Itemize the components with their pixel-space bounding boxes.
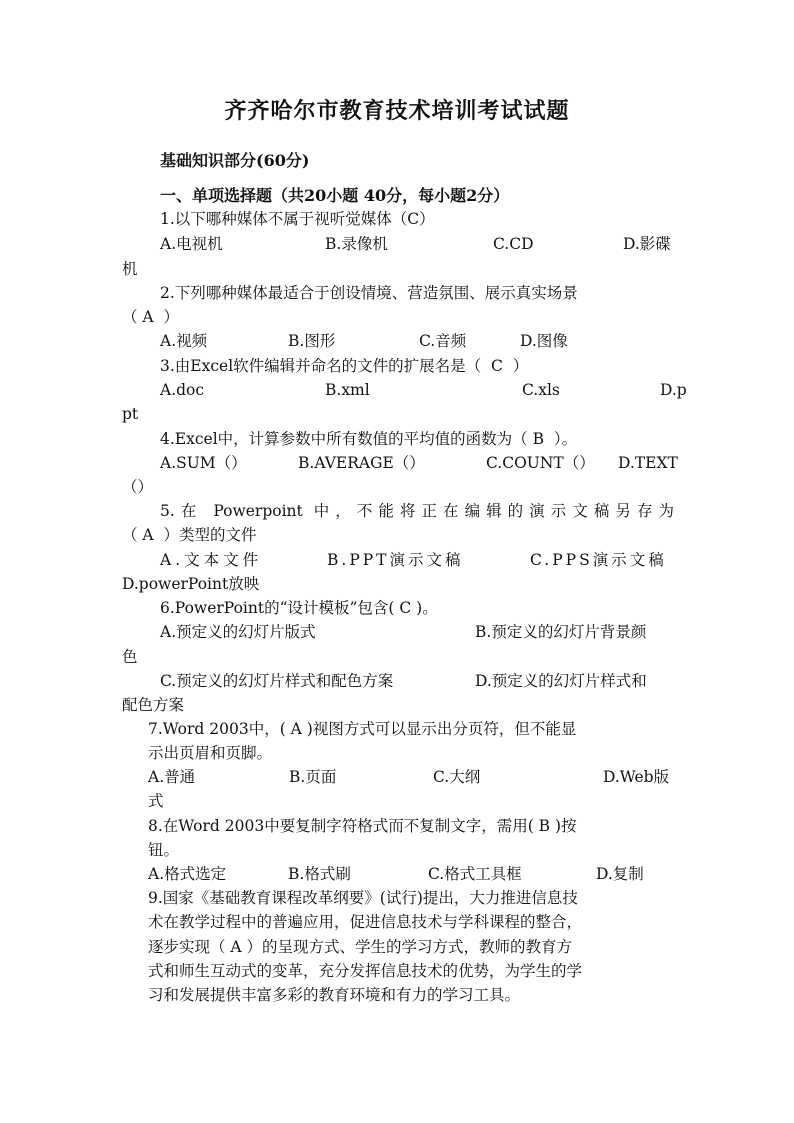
q1-option-c: C.CD [493, 235, 534, 253]
question-9-line-5: 习和发展提供丰富多彩的教育环境和有力的学习工具。 [148, 986, 521, 1004]
question-3-stem: 3.由Excel软件编辑并命名的文件的扩展名是（ C ） [160, 357, 529, 375]
q7-option-a: A.普通 [148, 768, 196, 786]
q5-option-wrap: D.powerPoint放映 [122, 575, 260, 593]
q6-option-d: D.预定义的幻灯片样式和 [475, 672, 647, 690]
q6-option-b: B.预定义的幻灯片背景颜 [475, 623, 647, 641]
document-title: 齐齐哈尔市教育技术培训考试试题 [224, 98, 570, 124]
question-9-line-2: 术在教学过程中的普遍应用，促进信息技术与学科课程的整合， [148, 913, 583, 931]
q5-option-b: B.PPT演示文稿 [327, 551, 464, 569]
q8-option-a: A.格式选定 [148, 865, 227, 883]
q3-option-d: D.p [660, 381, 687, 399]
q3-option-a: A.doc [160, 381, 205, 399]
q8-option-c: C.格式工具框 [428, 865, 522, 883]
q5-option-c: C.PPS演示文稿 [530, 551, 667, 569]
question-9-line-4: 式和师生互动式的变革，充分发挥信息技术的优势，为学生的学 [148, 962, 583, 980]
q4-option-c: C.COUNT（） [486, 454, 595, 472]
question-5-stem-wrap: （ A ）类型的文件 [122, 526, 257, 544]
q4-option-b: B.AVERAGE（） [298, 454, 425, 472]
part-heading: 一、单项选择题（共20小题 40分，每小题2分） [160, 186, 510, 205]
q1-option-wrap: 机 [122, 260, 138, 278]
question-2-stem-wrap: （ A ） [122, 308, 179, 326]
question-7-stem-wrap: 示出页眉和页脚。 [148, 744, 273, 762]
question-4-stem: 4.Excel中，计算参数中所有数值的平均值的函数为（ B ）。 [160, 430, 578, 448]
q8-option-d: D.复制 [596, 865, 644, 883]
q1-option-d: D.影碟 [623, 235, 671, 253]
q3-option-c: C.xls [522, 381, 560, 399]
q6-option-a: A.预定义的幻灯片版式 [160, 623, 316, 641]
question-8-stem: 8.在Word 2003中要复制字符格式而不复制文字，需用( B )按 [148, 817, 577, 835]
question-6-stem: 6.PowerPoint的“设计模板”包含( C )。 [160, 599, 438, 617]
question-8-stem-wrap: 钮。 [148, 841, 180, 859]
q7-option-c: C.大纲 [433, 768, 481, 786]
q3-option-b: B.xml [325, 381, 370, 399]
q6-option-wrap-2: 配色方案 [122, 696, 185, 714]
q1-option-b: B.录像机 [325, 235, 388, 253]
q2-option-b: B.图形 [288, 332, 336, 350]
q3-option-wrap: pt [122, 405, 139, 423]
q4-option-wrap: （） [122, 478, 154, 496]
question-2-stem: 2.下列哪种媒体最适合于创设情境、营造氛围、展示真实场景 [160, 284, 578, 302]
q1-option-a: A.电视机 [160, 235, 223, 253]
question-9-line-1: 9.国家《基础教育课程改革纲要》(试行)提出，大力推进信息技 [148, 889, 578, 907]
q2-option-c: C.音频 [419, 332, 467, 350]
question-7-stem: 7.Word 2003中，( A )视图方式可以显示出分页符，但不能显 [148, 720, 577, 738]
q4-option-d: D.TEXT [618, 454, 678, 472]
q2-option-d: D.图像 [520, 332, 568, 350]
q5-option-a: A.文本文件 [160, 551, 263, 569]
q2-option-a: A.视频 [160, 332, 208, 350]
question-9-line-3: 逐步实现（ A ）的呈现方式、学生的学习方式，教师的教育方 [148, 938, 573, 956]
section-heading: 基础知识部分(60分) [160, 151, 310, 170]
question-5-stem: 5.在 Powerpoint 中，不能将正在编辑的演示文稿另存为 [160, 502, 674, 520]
q7-option-d: D.Web版 [603, 768, 670, 786]
q6-option-wrap: 色 [122, 648, 138, 666]
q8-option-b: B.格式刷 [288, 865, 351, 883]
question-1-stem: 1.以下哪种媒体不属于视听觉媒体（C） [160, 210, 435, 228]
q7-option-b: B.页面 [289, 768, 337, 786]
q4-option-a: A.SUM（） [160, 454, 247, 472]
q6-option-c: C.预定义的幻灯片样式和配色方案 [160, 672, 394, 690]
q7-option-wrap: 式 [148, 792, 164, 810]
